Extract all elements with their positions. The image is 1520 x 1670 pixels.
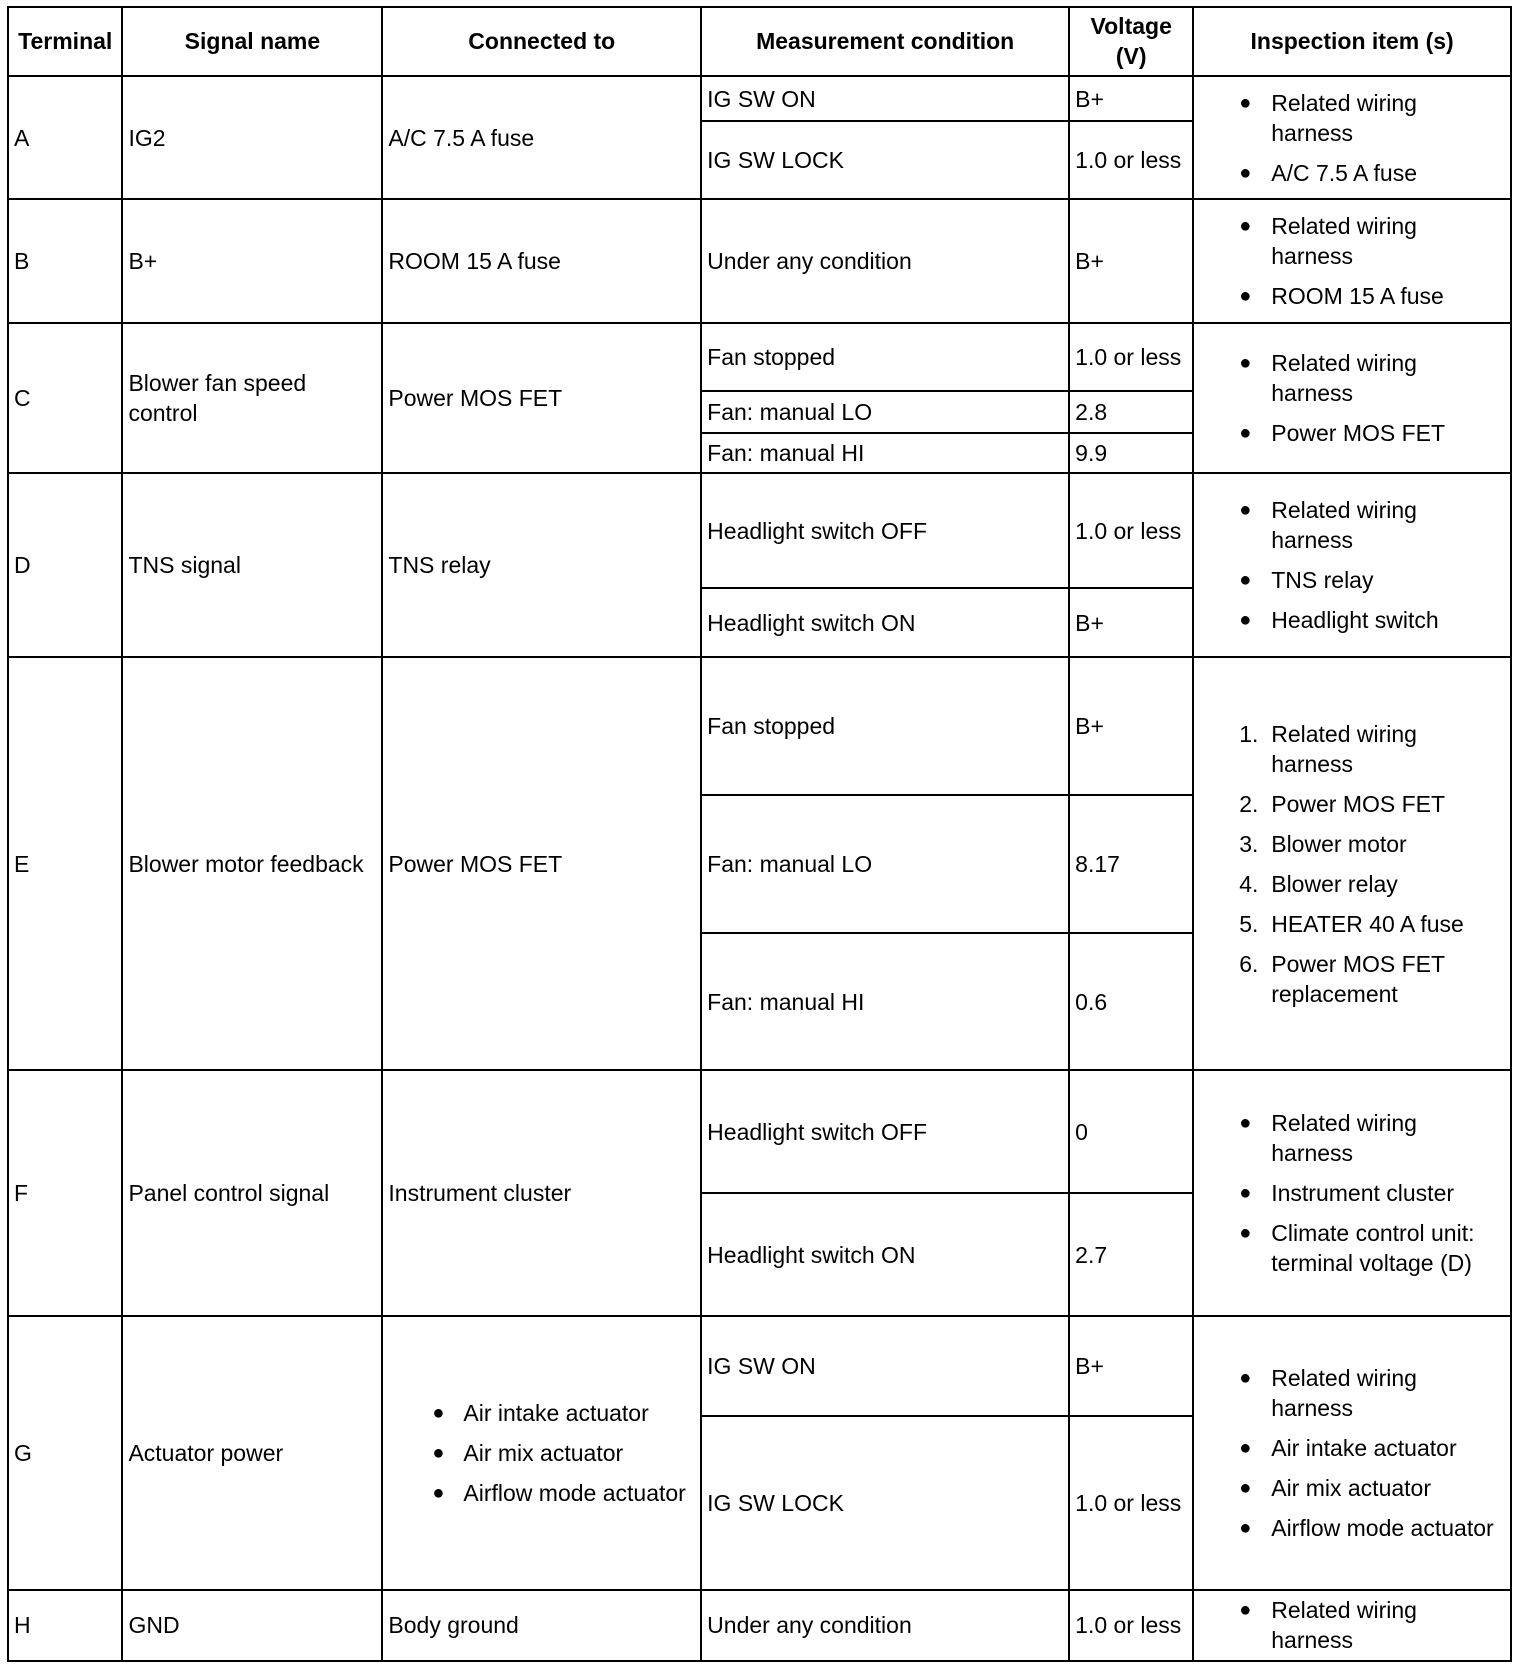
signal-cell: Blower fan speed control	[122, 323, 382, 473]
condition-cell: Under any condition	[701, 199, 1069, 323]
connected-cell: TNS relay	[382, 473, 701, 657]
table-row	[8, 657, 1511, 795]
inspection-cell	[1193, 323, 1511, 473]
voltage-cell: 1.0 or less	[1069, 323, 1193, 391]
condition-cell: Under any condition	[701, 1590, 1069, 1661]
condition-cell: Fan: manual HI	[701, 933, 1069, 1071]
condition-cell: Headlight switch ON	[701, 1193, 1069, 1317]
connected-item: ● Airflow mode actuator	[388, 1478, 695, 1508]
inspection-item: ● ROOM 15 A fuse	[1199, 281, 1505, 311]
inspection-item	[1199, 789, 1505, 819]
signal-cell: Blower motor feedback	[122, 657, 382, 1070]
condition-cell: IG SW LOCK	[701, 121, 1069, 199]
table-row	[8, 323, 1511, 391]
header-row	[8, 7, 1511, 76]
item-number: 3.	[1239, 830, 1259, 857]
condition-cell: Fan: manual LO	[701, 391, 1069, 434]
terminal-cell: D	[8, 473, 122, 657]
connected-cell: Power MOS FET	[382, 323, 701, 473]
voltage-cell: B+	[1069, 199, 1193, 323]
item-number: 2.	[1239, 790, 1259, 817]
inspection-item: ● Related wiring harness	[1199, 495, 1505, 555]
voltage-cell: 9.9	[1069, 433, 1193, 473]
voltage-cell: 0	[1069, 1070, 1193, 1193]
signal-cell: IG2	[122, 76, 382, 200]
item-text: HEATER 40 A fuse	[1271, 910, 1464, 937]
terminal-cell: A	[8, 76, 122, 200]
terminal-voltage-table	[7, 6, 1512, 1662]
connected-item: ● Air mix actuator	[388, 1438, 695, 1468]
terminal-cell: G	[8, 1316, 122, 1589]
item-text: Blower relay	[1271, 870, 1398, 897]
item-text: Power MOS FET replacement	[1271, 950, 1445, 1007]
inspection-cell	[1193, 473, 1511, 657]
header-voltage: Voltage (V)	[1069, 7, 1193, 76]
item-text: Power MOS FET	[1271, 790, 1446, 817]
signal-cell: Actuator power	[122, 1316, 382, 1589]
voltage-cell: 2.7	[1069, 1193, 1193, 1317]
item-number: 6.	[1239, 950, 1259, 977]
condition-cell: IG SW ON	[701, 1316, 1069, 1415]
inspection-item	[1199, 829, 1505, 859]
signal-cell: TNS signal	[122, 473, 382, 657]
terminal-cell: E	[8, 657, 122, 1070]
voltage-cell: 1.0 or less	[1069, 1416, 1193, 1590]
voltage-cell: B+	[1069, 1316, 1193, 1415]
condition-cell: Headlight switch OFF	[701, 473, 1069, 588]
inspection-item: ● Related wiring harness	[1199, 211, 1505, 271]
voltage-cell: 8.17	[1069, 795, 1193, 933]
condition-cell: Fan: manual HI	[701, 433, 1069, 473]
inspection-cell	[1193, 76, 1511, 200]
table-row	[8, 1590, 1511, 1661]
condition-cell: IG SW LOCK	[701, 1416, 1069, 1590]
voltage-cell: B+	[1069, 588, 1193, 657]
header-inspection-items: Inspection item (s)	[1193, 7, 1511, 76]
inspection-item: ● Related wiring harness	[1199, 88, 1505, 148]
condition-cell: Headlight switch ON	[701, 588, 1069, 657]
connected-cell: ROOM 15 A fuse	[382, 199, 701, 323]
terminal-cell: C	[8, 323, 122, 473]
condition-cell: IG SW ON	[701, 76, 1069, 121]
inspection-item: ● TNS relay	[1199, 565, 1505, 595]
inspection-item: ● A/C 7.5 A fuse	[1199, 158, 1505, 188]
inspection-item: ● Air mix actuator	[1199, 1473, 1505, 1503]
header-connected-to: Connected to	[382, 7, 701, 76]
connected-cell: A/C 7.5 A fuse	[382, 76, 701, 200]
voltage-cell: B+	[1069, 76, 1193, 121]
connected-cell: Power MOS FET	[382, 657, 701, 1070]
table-row	[8, 199, 1511, 323]
inspection-item	[1199, 909, 1505, 939]
inspection-item: ● Related wiring harness	[1199, 1108, 1505, 1168]
inspection-cell	[1193, 1590, 1511, 1661]
header-measurement-condition: Measurement condition	[701, 7, 1069, 76]
table-row	[8, 76, 1511, 121]
table-row	[8, 1316, 1511, 1415]
signal-cell: Panel control signal	[122, 1070, 382, 1316]
condition-cell: Fan stopped	[701, 657, 1069, 795]
inspection-item: ● Headlight switch	[1199, 605, 1505, 635]
inspection-item: ● Airflow mode actuator	[1199, 1513, 1505, 1543]
item-number: 5.	[1239, 910, 1259, 937]
inspection-item: ● Related wiring harness	[1199, 1595, 1505, 1655]
inspection-item	[1199, 719, 1505, 779]
voltage-cell: 1.0 or less	[1069, 473, 1193, 588]
voltage-cell: 0.6	[1069, 933, 1193, 1071]
voltage-cell: B+	[1069, 657, 1193, 795]
inspection-item	[1199, 949, 1505, 1009]
inspection-item: ● Related wiring harness	[1199, 1363, 1505, 1423]
inspection-item	[1199, 869, 1505, 899]
signal-cell: B+	[122, 199, 382, 323]
terminal-cell: H	[8, 1590, 122, 1661]
header-signal-name: Signal name	[122, 7, 382, 76]
condition-cell: Headlight switch OFF	[701, 1070, 1069, 1193]
connected-cell	[382, 1316, 701, 1589]
inspection-cell	[1193, 199, 1511, 323]
item-number: 1.	[1239, 720, 1259, 747]
condition-cell: Fan: manual LO	[701, 795, 1069, 933]
inspection-item: ● Instrument cluster	[1199, 1178, 1505, 1208]
table-row	[8, 1070, 1511, 1193]
inspection-item: ● Air intake actuator	[1199, 1433, 1505, 1463]
item-number: 4.	[1239, 870, 1259, 897]
terminal-cell: B	[8, 199, 122, 323]
connected-cell: Body ground	[382, 1590, 701, 1661]
header-terminal: Terminal	[8, 7, 122, 76]
signal-cell: GND	[122, 1590, 382, 1661]
voltage-cell: 1.0 or less	[1069, 1590, 1193, 1661]
item-text: Blower motor	[1271, 830, 1407, 857]
inspection-item: ● Related wiring harness	[1199, 348, 1505, 408]
inspection-item: ● Power MOS FET	[1199, 418, 1505, 448]
table-row	[8, 473, 1511, 588]
condition-cell: Fan stopped	[701, 323, 1069, 391]
voltage-cell: 2.8	[1069, 391, 1193, 434]
terminal-cell: F	[8, 1070, 122, 1316]
connected-item: ● Air intake actuator	[388, 1398, 695, 1428]
inspection-cell	[1193, 657, 1511, 1070]
inspection-cell	[1193, 1316, 1511, 1589]
voltage-cell: 1.0 or less	[1069, 121, 1193, 199]
item-text: Related wiring harness	[1271, 720, 1417, 777]
inspection-item: ● Climate control unit: terminal voltage (D)	[1199, 1218, 1505, 1278]
connected-cell: Instrument cluster	[382, 1070, 701, 1316]
inspection-cell	[1193, 1070, 1511, 1316]
